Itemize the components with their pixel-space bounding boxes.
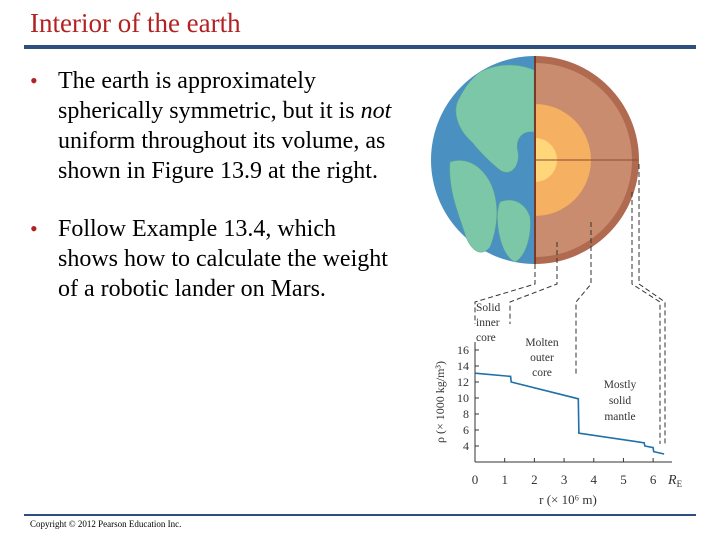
radius-subscript: E [676, 479, 683, 489]
earth-density-figure [420, 52, 720, 512]
slide-title: Interior of the earth [30, 8, 241, 38]
y-tick-label: 6 [463, 423, 469, 437]
bullet-text-start: The earth is approximately spherically symmetric, but it is [58, 68, 361, 124]
x-tick-label: 5 [620, 472, 627, 487]
bullet-emphasis: not [360, 98, 392, 124]
x-tick-label: 3 [560, 472, 568, 487]
bullet-item [30, 214, 400, 304]
bullet-icon: • [30, 68, 38, 93]
x-tick-label: 6 [649, 472, 657, 487]
copyright-text: Copyright © 2012 Pearson Education Inc. [30, 519, 182, 529]
bullet-item [30, 66, 400, 186]
x-end-label [667, 473, 683, 489]
footer-divider [24, 514, 696, 516]
outer-core-label-3: core [532, 367, 552, 379]
y-tick-label: 10 [457, 391, 469, 405]
outer-core-label-2: outer [530, 352, 554, 364]
inner-core-label-3: core [476, 332, 496, 344]
mantle-label-1: Mostly [603, 379, 637, 391]
y-tick-label: 8 [463, 407, 469, 421]
outer-core-label-1: Molten [525, 337, 559, 349]
x-axis-label: r (× 10⁶ m) [539, 492, 597, 507]
density-chart [433, 342, 683, 507]
y-axis-label: ρ (× 1000 kg/m³) [433, 360, 447, 444]
y-ticks [457, 343, 479, 453]
earth-globe [431, 56, 639, 264]
radius-symbol: R [668, 473, 677, 488]
inner-core-label-1: Solid [476, 302, 501, 314]
y-tick-label: 14 [457, 359, 469, 373]
title-divider [24, 45, 696, 49]
y-tick-label: 4 [463, 439, 469, 453]
bullet-text-end: uniform throughout its volume, as shown in Figure 13.9 at the right. [58, 128, 386, 184]
x-tick-label: 2 [531, 472, 538, 487]
bullet-list [30, 66, 400, 332]
mantle-label-2: solid [608, 395, 632, 407]
x-tick-label: 1 [501, 472, 508, 487]
y-tick-label: 12 [457, 375, 469, 389]
inner-core-label-2: inner [476, 317, 500, 329]
layer-labels [476, 302, 637, 423]
x-tick-label: 0 [471, 472, 479, 487]
bullet-icon: • [30, 216, 38, 241]
y-tick-label: 16 [457, 343, 469, 357]
x-tick-label: 4 [590, 472, 597, 487]
mantle-label-3: mantle [604, 411, 636, 423]
bullet-text: Follow Example 13.4, which shows how to calculate the weight of a robotic lander on Mars. [58, 216, 388, 302]
